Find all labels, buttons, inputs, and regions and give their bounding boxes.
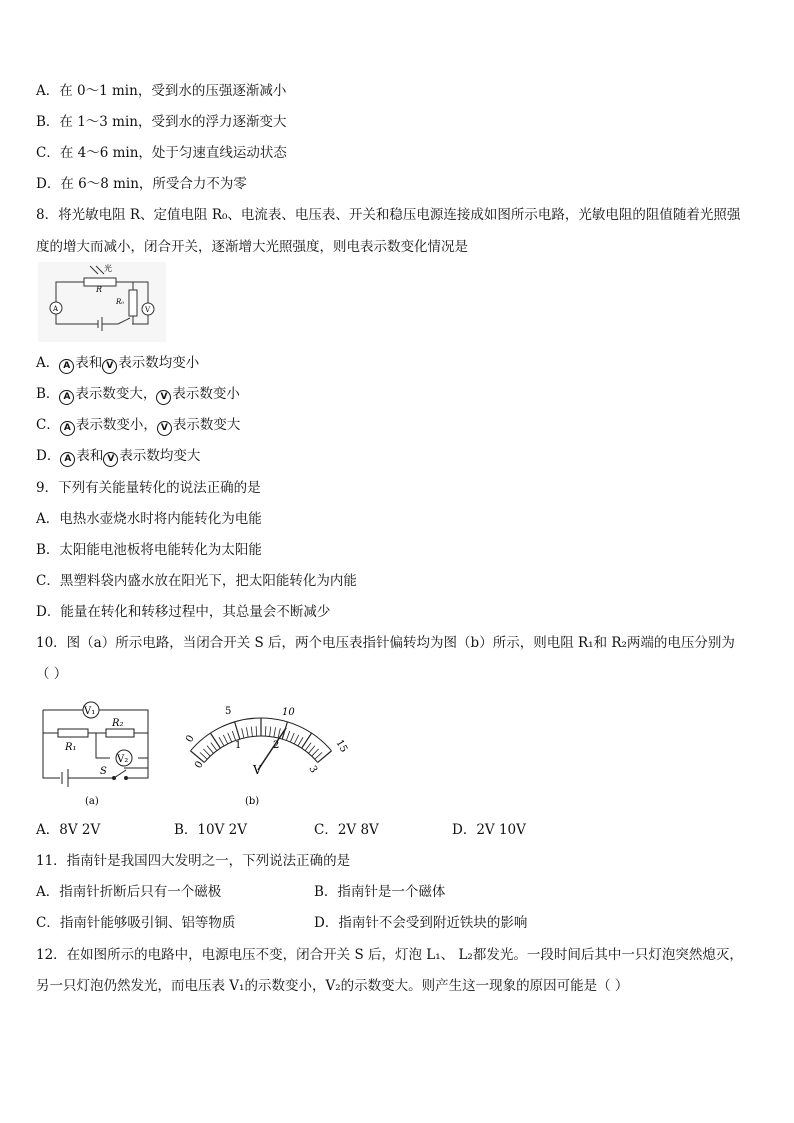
dial-tick <box>235 722 240 739</box>
voltmeter-icon: V <box>103 452 118 467</box>
q10-switch-label: S <box>100 766 107 777</box>
q11-option-a: A．指南针折断后只有一个磁极 <box>36 884 222 900</box>
q10-caption-b: (b) <box>245 796 260 807</box>
q9-option-a: A．电热水壶烧水时将内能转化为电能 <box>36 511 262 527</box>
q12-stem-line1: 12．在如图所示的电路中，电源电压不变，闭合开关 S 后，灯泡 L₁、 L₂都发光。一段时间后其中一只灯泡突然熄灭， <box>36 947 743 963</box>
q9-option-c: C．黑塑料袋内盛水放在阳光下，把太阳能转化为内能 <box>36 573 357 589</box>
dial-tick <box>305 743 311 751</box>
q7-option-c: C．在 4～6 min，处于匀速直线运动状态 <box>36 145 287 161</box>
dial-tick <box>286 731 289 740</box>
dial-outer-tick-10: 10 <box>282 707 295 718</box>
q8-light-label: 光 <box>104 264 112 273</box>
q9-option-b: B．太阳能电池板将电能转化为太阳能 <box>36 542 262 558</box>
q8-option-b: B． A 表示数变大， V 表示数变小 <box>36 385 240 405</box>
q11-option-b: B．指南针是一个磁体 <box>314 884 446 900</box>
q10-figure-b <box>166 698 356 810</box>
q8-r0-label: R₀ <box>116 298 125 306</box>
dial-tick <box>318 751 332 763</box>
dial-tick <box>251 727 252 737</box>
dial-tick <box>223 735 227 744</box>
q8-stem-line2: 度的增大而减小，闭合开关，逐渐增大光照强度，则电表示数变化情况是 <box>36 239 468 255</box>
q10-option-b: B．10V 2V <box>174 822 247 838</box>
q11-stem: 11．指南针是我国四大发明之一，下列说法正确的是 <box>36 853 351 869</box>
q9-stem: 9．下列有关能量转化的说法正确的是 <box>36 480 261 496</box>
dial-tick <box>274 727 276 737</box>
q10-v2-label: V₂ <box>117 754 129 765</box>
q10-v1-label: V₁ <box>84 706 96 717</box>
dial-outer-tick-5: 5 <box>225 706 232 717</box>
q10-stem-line2: （ ） <box>36 666 68 682</box>
q7-option-a: A．在 0～1 min，受到水的压强逐渐减小 <box>36 83 287 99</box>
dial-tick <box>312 749 319 756</box>
dial-tick <box>294 735 298 744</box>
q10-r2-label: R₂ <box>112 718 124 729</box>
ammeter-icon: A <box>60 452 75 467</box>
q10-option-d: D．2V 10V <box>452 822 526 838</box>
q8-option-a: A． A 表和 V 表示数均变小 <box>36 354 199 374</box>
dial-tick <box>219 737 224 746</box>
voltmeter-icon: V <box>156 390 171 405</box>
voltmeter-icon: V <box>102 359 117 374</box>
dial-outer-tick-15: 15 <box>333 738 350 755</box>
q10-option-c: C．2V 8V <box>314 822 379 838</box>
q7-option-b: B．在 1～3 min，受到水的浮力逐渐变大 <box>36 114 287 130</box>
dial-tick <box>211 743 217 751</box>
q8-voltmeter-label: V <box>145 306 151 314</box>
dial-tick <box>210 733 220 748</box>
q8-r-label: R <box>96 285 103 294</box>
q11-option-d: D．指南针不会受到附近铁块的影响 <box>314 915 528 931</box>
q10-figure-a <box>38 698 154 810</box>
dial-outer-tick-0: 0 <box>184 733 197 745</box>
voltmeter-icon: V <box>157 421 172 436</box>
ammeter-icon: A <box>60 421 75 436</box>
q7-option-d: D．在 6～8 min，所受合力不为零 <box>36 176 247 192</box>
dial-tick <box>207 746 213 754</box>
dial-tick <box>203 749 210 756</box>
dial-tick <box>302 733 312 748</box>
ammeter-icon: A <box>59 390 74 405</box>
dial-tick <box>265 726 266 736</box>
q8-option-d: D． A 表和 V 表示数均变大 <box>36 447 200 467</box>
dial-inner-tick-0: 0 <box>193 759 206 771</box>
dial-tick <box>315 752 322 759</box>
q11-option-c: C．指南针能够吸引铜、铝等物质 <box>36 915 236 931</box>
dial-tick <box>228 733 232 742</box>
dial-tick <box>290 733 294 742</box>
dial-inner-tick-1: 1 <box>235 740 242 751</box>
q8-stem-line1: 8．将光敏电阻 R、定值电阻 R₀、电流表、电压表、开关和稳压电源连接成如图所示电路，光敏电阻的阻值随着光照强 <box>36 207 741 223</box>
dial-tick <box>256 726 257 736</box>
q10-stem-line1: 10．图（a）所示电路，当闭合开关 S 后，两个电压表指针偏转均为图（b）所示，则电阻 R₁和 R₂两端的电压分别为 <box>36 635 735 651</box>
q8-circuit-figure <box>38 262 166 342</box>
dial-tick <box>270 727 271 737</box>
dial-tick <box>298 737 303 746</box>
q10-r1-label: R₁ <box>65 742 77 753</box>
q12-stem-line2: 另一只灯泡仍然发光，而电压表 V₁的示数变小，V₂的示数变大。则产生这一现象的原因可能是（ ） <box>36 978 629 994</box>
dial-tick <box>242 728 244 738</box>
dial-unit-label: V <box>253 763 262 777</box>
ammeter-icon: A <box>59 359 74 374</box>
q10-caption-a: (a) <box>85 796 99 807</box>
q10-option-a: A．8V 2V <box>36 822 101 838</box>
dial-tick <box>246 727 248 737</box>
dial-inner-tick-2: 2 <box>273 740 280 751</box>
q8-ammeter-label: A <box>53 305 59 313</box>
dial-tick <box>200 752 207 759</box>
dial-arc <box>204 736 317 762</box>
dial-tick <box>309 746 315 754</box>
dial-inner-tick-3: 3 <box>306 764 320 776</box>
q9-option-d: D．能量在转化和转移过程中，其总量会不断减少 <box>36 604 331 620</box>
q8-option-c: C． A 表示数变小， V 表示数变大 <box>36 416 240 436</box>
